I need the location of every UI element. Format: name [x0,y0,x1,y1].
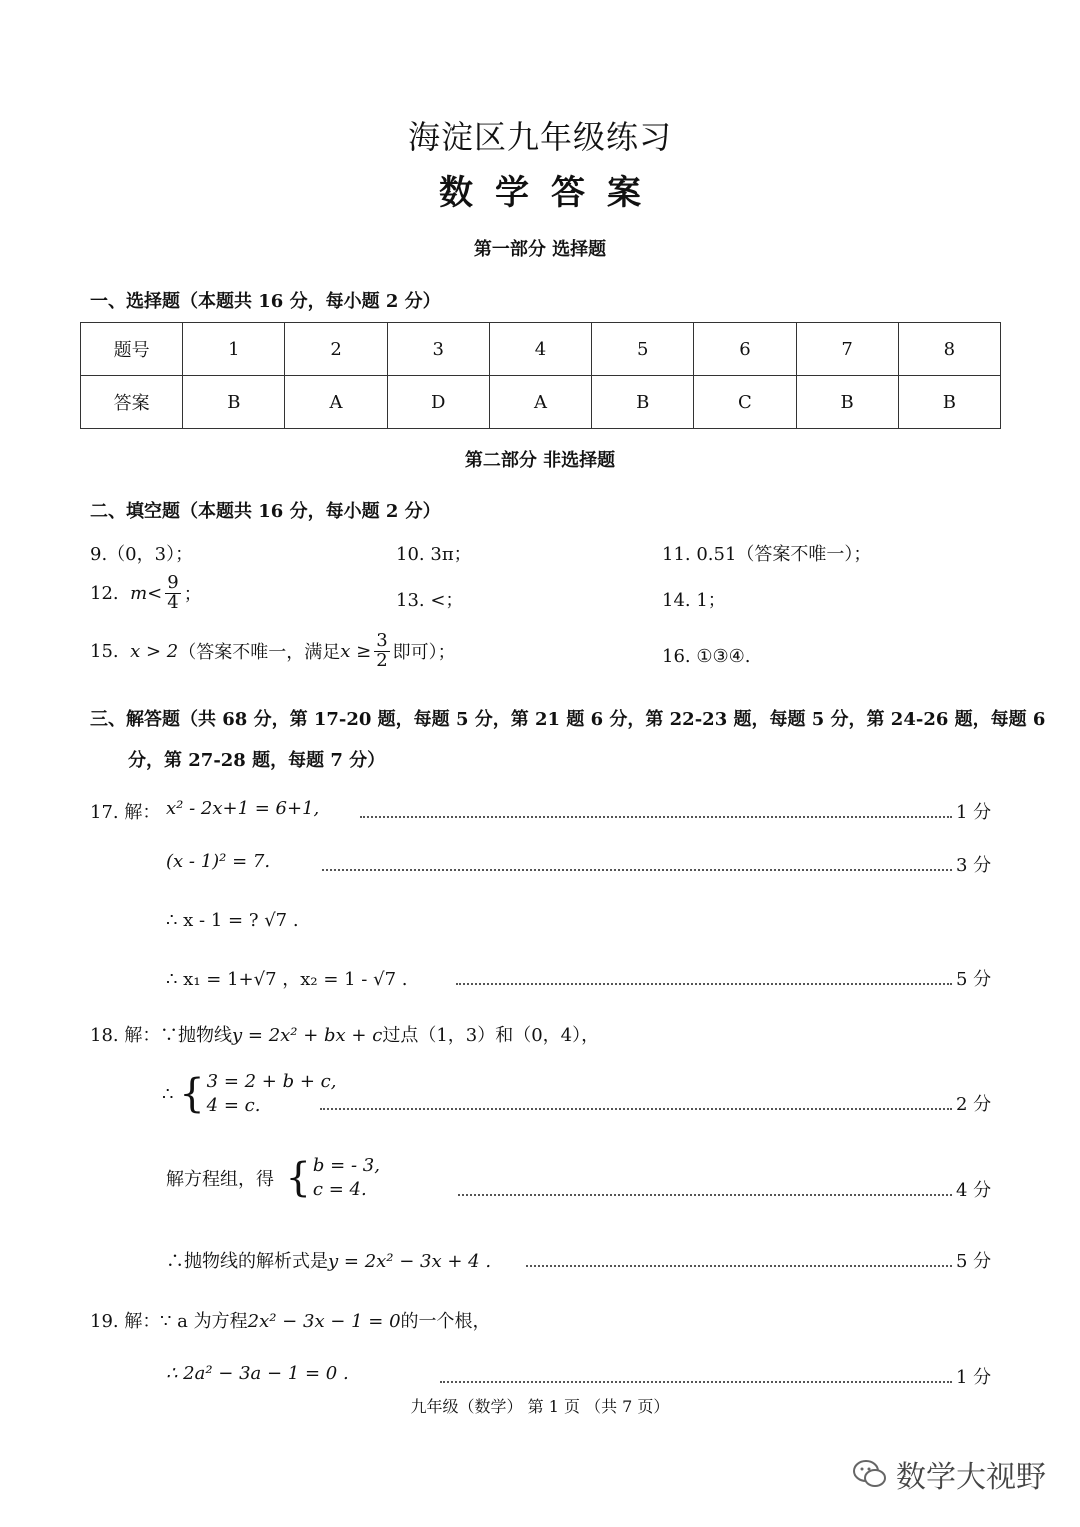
table-cell: B [592,376,694,429]
fill-q14: 14. 1； [662,590,726,611]
fraction: $\frac{3}{2}$ [376,630,388,671]
table-cell: A [285,376,387,429]
fill-q13: 13. <； [396,590,464,611]
fill-q11: 11. 0.51（答案不唯一）； [662,544,872,565]
table-row-numbers [81,323,1001,376]
section2-title: 二、填空题（本题共 16 分，每小题 2 分） [90,501,441,522]
fill-q10: 10. 3π； [396,544,472,565]
table-cell: 8 [898,323,1000,376]
section1-title: 一、选择题（本题共 16 分，每小题 2 分） [90,291,441,312]
table-cell: 6 [694,323,796,376]
q18-system1: ∴ { 3 = 2 + b + c, 4 = c. [162,1071,337,1118]
table-row-answers [81,376,1001,429]
fill-q16: 16. ①③④. [662,646,751,667]
q18-result: ∴抛物线的解析式是y = 2x² − 3x + 4 . [166,1251,492,1272]
q19-line1: ∵ a 为方程2x² − 3x − 1 = 0的一个根， [160,1311,491,1332]
document-subtitle: 数学答案 [439,173,663,213]
fraction: $\frac{9}{4}$ [167,572,179,613]
table-cell: A [489,376,591,429]
table-cell: B [898,376,1000,429]
table-cell: B [796,376,898,429]
page-footer: 九年级（数学） 第 1 页 （共 7 页） [410,1397,670,1416]
q19-score1: 1 分 [956,1367,992,1388]
brace: { [179,1071,205,1118]
fill-q15: 15. x > 2 （答案不唯一，满足 x ≥ $\frac{3}{2}$ 即可）； [90,630,456,671]
table-cell: 5 [592,323,694,376]
q17-line3: ∴ x - 1 = ? √7 . [166,910,299,931]
table-cell: 1 [183,323,285,376]
leader-dots [440,1381,952,1383]
table-header-cell: 题号 [81,323,183,376]
q17-score3: 5 分 [956,969,992,990]
q17-line2: (x - 1)² = 7. [166,851,271,872]
q18-system2: 解方程组，得 { b = - 3, c = 4. [166,1155,380,1202]
q17-score1: 1 分 [956,802,992,823]
leader-dots [456,983,952,985]
q18-score1: 2 分 [956,1094,992,1115]
q18-line1: ∵抛物线y = 2x² + bx + c过点（1，3）和（0，4）， [160,1025,600,1046]
table-cell: 4 [489,323,591,376]
brace: { [285,1155,311,1202]
q19-label: 19. 解： [90,1311,161,1332]
table-cell: B [183,376,285,429]
q18-label: 18. 解： [90,1025,161,1046]
part2-title: 第二部分 非选择题 [464,450,616,471]
leader-dots [526,1265,952,1267]
answer-table [80,322,1001,429]
q17-label: 17. 解： [90,802,161,823]
table-cell: 7 [796,323,898,376]
table-cell: 2 [285,323,387,376]
document-title: 海淀区九年级练习 [407,118,672,156]
leader-dots [320,1108,952,1110]
leader-dots [322,869,952,871]
table-cell: D [387,376,489,429]
q18-score3: 5 分 [956,1251,992,1272]
q18-score2: 4 分 [956,1180,992,1201]
leader-dots [458,1194,952,1196]
q17-line4: ∴ x₁ = 1+√7 ，x₂ = 1 - √7 . [166,969,408,990]
q17-score2: 3 分 [956,855,992,876]
wechat-icon [852,1459,888,1489]
fill-q12: 12. m < $\frac{9}{4}$ ； [90,572,202,613]
fill-q9: 9.（0，3）； [90,544,194,565]
part1-title: 第一部分 选择题 [473,239,607,260]
fill-q10-value: 3π [430,544,454,565]
table-cell: C [694,376,796,429]
table-cell: 3 [387,323,489,376]
section3-title-line2: 分，第 27-28 题，每题 7 分） [128,750,386,771]
q19-line2: ∴ 2a² − 3a − 1 = 0 . [166,1363,349,1384]
table-header-cell: 答案 [81,376,183,429]
watermark-text: 数学大视野 [896,1460,1046,1495]
q17-line1: x² - 2x+1 = 6+1, [166,798,320,819]
section3-title-line1: 三、解答题（共 68 分，第 17-20 题，每题 5 分，第 21 题 6 分，第 22-23 题，每题 5 分，第 24-26 题，每题 6 [90,709,1046,730]
watermark [852,1452,1046,1496]
leader-dots [360,816,952,818]
